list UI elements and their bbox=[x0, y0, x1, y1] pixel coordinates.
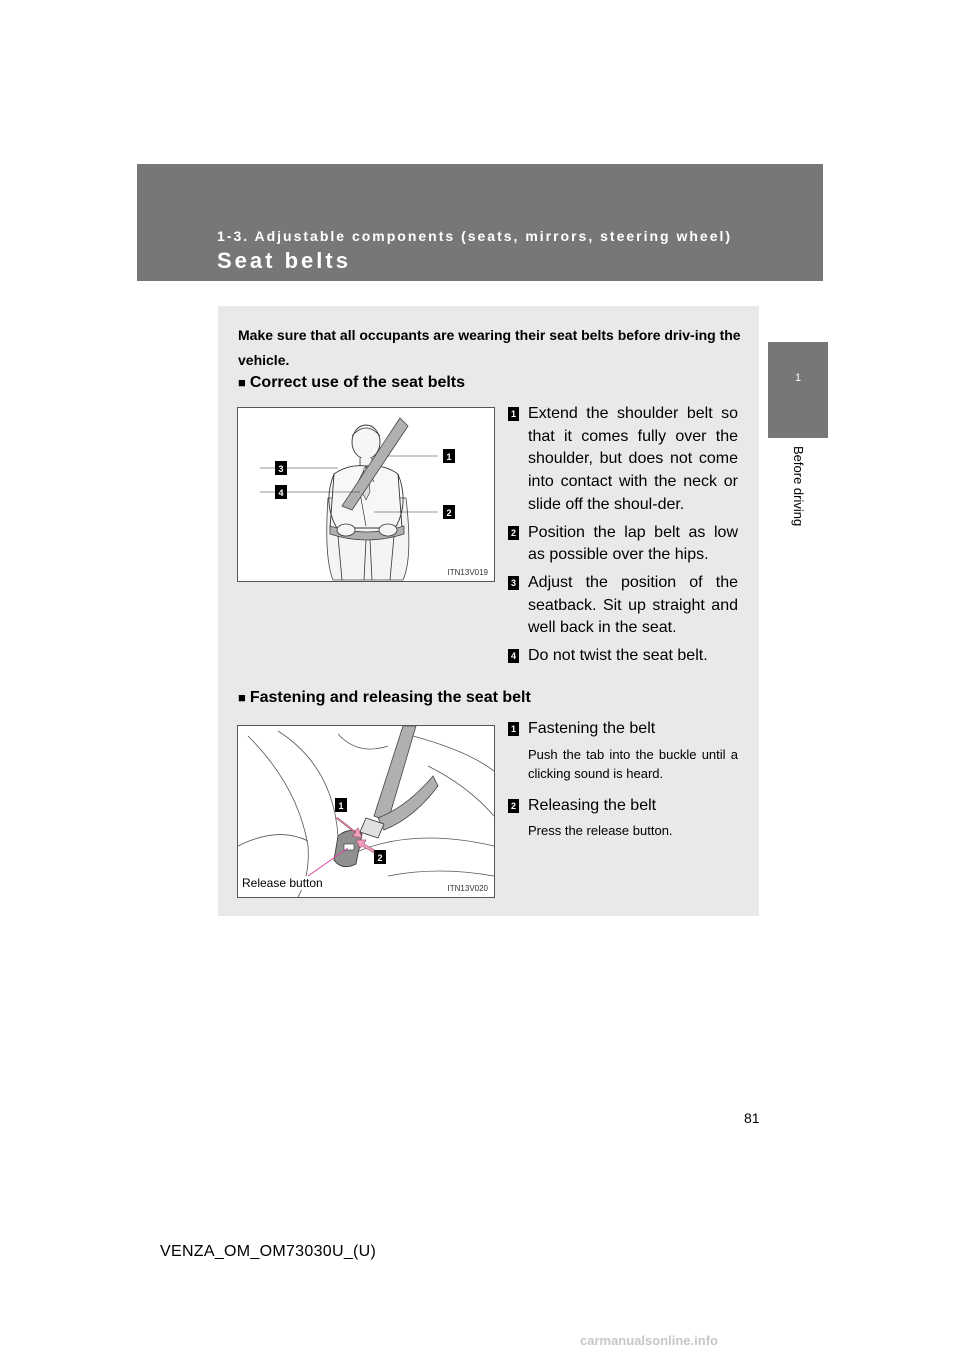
page-number: 81 bbox=[744, 1110, 760, 1126]
step-text: Do not twist the seat belt. bbox=[528, 647, 708, 665]
step-number-badge: 4 bbox=[508, 649, 519, 663]
step-item bbox=[508, 645, 738, 668]
step-item bbox=[508, 718, 738, 783]
buckle-illustration bbox=[238, 726, 494, 897]
step-number-badge: 1 bbox=[508, 722, 519, 736]
step-number-badge: 2 bbox=[508, 799, 519, 813]
figure-code: ITN13V020 bbox=[447, 884, 488, 893]
step-title: Fastening the belt bbox=[528, 720, 656, 737]
step-description: Push the tab into the buckle until a clicking sound is heard. bbox=[528, 746, 738, 781]
svg-text:4: 4 bbox=[278, 488, 284, 498]
step-item bbox=[508, 795, 738, 841]
watermark: carmanualsonline.info bbox=[580, 1333, 718, 1348]
fastening-figure bbox=[237, 725, 495, 898]
step-title: Releasing the belt bbox=[528, 796, 657, 814]
correct-use-figure bbox=[237, 407, 495, 582]
fastening-heading: ■ Fastening and releasing the seat belt bbox=[238, 689, 531, 706]
release-button-label: Release button bbox=[242, 876, 323, 890]
svg-text:3: 3 bbox=[278, 464, 284, 474]
square-bullet-icon: ■ bbox=[238, 690, 246, 705]
section-label: 1-3. Adjustable components (seats, mirrors, steering wheel) bbox=[217, 228, 733, 244]
step-description: Press the release button. bbox=[528, 823, 673, 839]
document-id: VENZA_OM_OM73030U_(U) bbox=[160, 1243, 377, 1260]
seated-person-illustration bbox=[238, 408, 494, 581]
step-text: Extend the shoulder belt so that it comes fully over the shoulder, but does not come into contact with the neck or slide off the shoul-der. bbox=[528, 405, 738, 513]
chapter-label: Before driving bbox=[791, 446, 806, 527]
svg-text:1: 1 bbox=[446, 452, 452, 462]
page-title: Seat belts bbox=[217, 248, 351, 273]
chapter-number: 1 bbox=[794, 372, 802, 384]
square-bullet-icon: ■ bbox=[238, 375, 246, 390]
step-number-badge: 1 bbox=[508, 407, 519, 421]
svg-text:2: 2 bbox=[446, 508, 452, 518]
step-item bbox=[508, 522, 738, 567]
svg-text:2: 2 bbox=[377, 853, 383, 863]
step-text: Position the lap belt as low as possible over the hips. bbox=[528, 523, 738, 564]
step-item bbox=[508, 403, 738, 517]
svg-text:1: 1 bbox=[338, 801, 344, 811]
step-text: Adjust the position of the seatback. Sit up straight and well back in the seat. bbox=[528, 573, 738, 637]
figure-code: ITN13V019 bbox=[447, 568, 488, 577]
step-number-badge: 3 bbox=[508, 576, 519, 590]
callout-badge-1 bbox=[443, 449, 455, 463]
chapter-tab bbox=[768, 342, 828, 438]
fastening-steps bbox=[508, 718, 738, 845]
intro-text: Make sure that all occupants are wearing their seat belts before driv-ing the vehicle. bbox=[238, 327, 741, 368]
step-item bbox=[508, 572, 738, 640]
step-number-badge: 2 bbox=[508, 526, 519, 540]
correct-use-heading: ■ Correct use of the seat belts bbox=[238, 374, 466, 391]
callout-badge-2 bbox=[374, 850, 386, 864]
callout-badge-3 bbox=[275, 461, 287, 475]
content-panel bbox=[218, 306, 759, 916]
callout-badge-4 bbox=[275, 485, 287, 499]
callout-badge-2 bbox=[443, 505, 455, 519]
correct-use-steps bbox=[508, 403, 738, 673]
callout-badge-1 bbox=[335, 798, 347, 812]
